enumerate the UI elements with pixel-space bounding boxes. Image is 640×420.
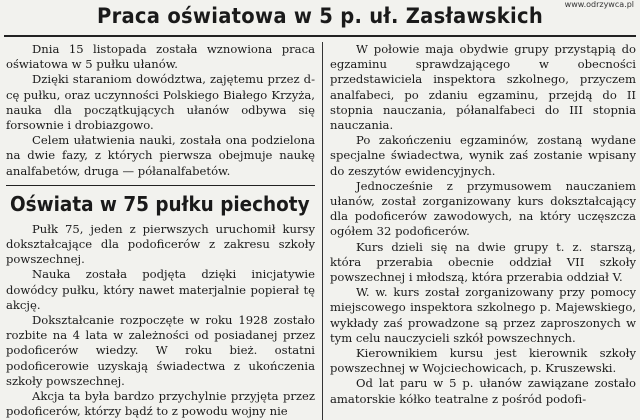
source-watermark: www.odrzywca.pl bbox=[564, 0, 634, 9]
article-1-continued-paragraph: Po zakończeniu egzaminów, zostaną wydane specjalne świadectwa, wynik zaś zostanie wpisany do zeszytów ewidencyjnych. bbox=[330, 133, 636, 178]
article-1-paragraph: Dzięki staraniom dowództwa, zajętemu przez d-cę pułku, oraz uczynności Polskiego Białego Krzyża, nauka dla początkujących ułanów odbywa się forsownie i drobiazgowo. bbox=[6, 72, 315, 133]
headline-rule bbox=[4, 35, 636, 37]
main-headline: Praca oświatowa w 5 p. uł. Zasławskich bbox=[96, 4, 544, 28]
right-column bbox=[330, 42, 636, 420]
article-1-paragraph: Celem ułatwienia nauki, została ona podzielona na dwie fazy, z których pierwsza obejmuje naukę analfabetów, druga — półanalfabetów. bbox=[6, 133, 315, 178]
article-1-continued-paragraph: Kurs dzieli się na dwie grupy t. z. starszą, która przerabia obecnie oddział VII szkoły powszechnej i młodszą, która przerabia oddział V. bbox=[330, 239, 636, 285]
article-2-paragraph: Nauka została podjęta dzięki inicjatywie dowódcy pułku, który nawet materjalnie popierał tę akcję. bbox=[6, 267, 315, 312]
article-2-headline: Oświata w 75 pułku piechoty bbox=[10, 191, 310, 216]
article-1-continued-paragraph: W połowie maja obydwie grupy przystąpią do egzaminu sprawdzającego w obecności przedstawiciela inspektora szkolnego, przyczem analfabeci, po zdaniu egzaminu, przejdą do II stopnia nauczania, półanalfabeci do III stopnia nauczania. bbox=[330, 42, 636, 133]
article-2-paragraph: Pułk 75, jeden z pierwszych uruchomił kursy dokształcające dla podoficerów z zakresu szkoły powszechnej. bbox=[6, 221, 315, 267]
article-2-paragraph: Akcja ta była bardzo przychylnie przyjęta przez podoficerów, którzy bądź to z powodu wojny nie bbox=[6, 389, 315, 419]
article-separator bbox=[6, 185, 315, 186]
left-column bbox=[6, 42, 315, 420]
column-divider bbox=[322, 42, 323, 420]
article-2-body bbox=[6, 222, 315, 420]
article-1-paragraph: Dnia 15 listopada została wznowiona praca oświatowa w 5 pułku ułanów. bbox=[6, 42, 315, 72]
article-1-continued-paragraph: Od lat paru w 5 p. ułanów zawiązane zostało amatorskie kółko teatralne z pośród podofi- bbox=[330, 376, 636, 406]
article-2-paragraph: Dokształcanie rozpoczęte w roku 1928 zostało rozbite na 4 lata w zależności od posiadanej przez podoficerów wiedzy. W roku bież. ostatni podoficerowie uzyskają świadectwa z ukończenia szkoły powszechnej. bbox=[6, 313, 315, 388]
article-1-continued-paragraph: W. w. kurs został zorganizowany przy pomocy miejscowego inspektora szkolnego p. Majewskiego, wykłady zaś prowadzone są przez zaproszonych w tym celu nauczycieli szkół powszechnych. bbox=[330, 285, 636, 345]
article-1-continued-paragraph: Jednocześnie z przymusowem nauczaniem ułanów, został zorganizowany kurs dokształcający dla podoficerów zawodowych, na który uczęszcza ogółem 32 podoficerów. bbox=[330, 178, 636, 239]
article-1-body bbox=[6, 42, 315, 179]
article-1-continued-paragraph: Kierownikiem kursu jest kierownik szkoły powszechnej w Wojciechowicach, p. Kruszewski. bbox=[330, 346, 636, 376]
